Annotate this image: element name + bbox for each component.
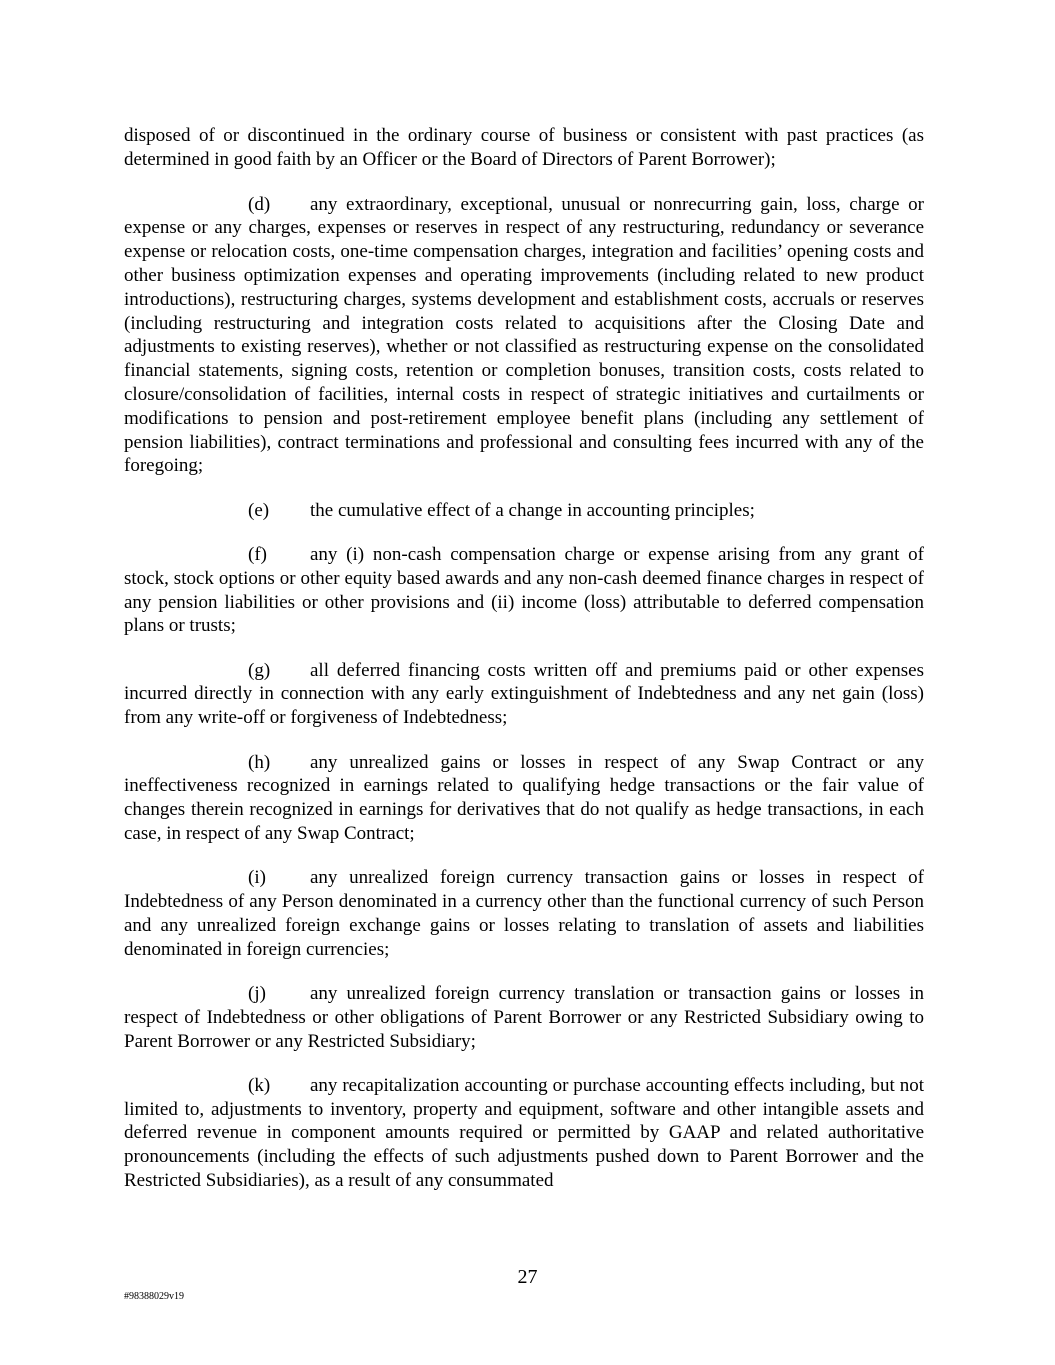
clause-text: all deferred financing costs written off and premiums paid or other expenses incurred directly in connection with any early extinguishment of Indebtedness and any net gain (loss) from any write-off or forgiveness of Indebtedness; [124,659,924,729]
clause-text: any recapitalization accounting or purchase accounting effects including, but not limited to, adjustments to inventory, property and equipment, software and other intangible assets and deferred revenue in component amounts required or permitted by GAAP and related authoritative pronouncements (including the effects of such adjustments pushed down to Parent Borrower and the Restricted Subsidiaries), as a result of any consummated [124,1074,924,1191]
document-body [124,124,924,1213]
clause-e [124,499,924,523]
clause-marker: (d) [248,193,271,215]
document-id: #98388029v19 [124,1291,184,1302]
clause-marker: (e) [248,499,270,521]
clause-i [124,866,924,961]
clause-j [124,982,924,1053]
page-number: 27 [517,1266,538,1288]
clause-text: any (i) non-cash compensation charge or expense arising from any grant of stock, stock options or other equity based awards and any non-cash deemed finance charges in respect of any pension liabilities or other provisions and (ii) income (loss) attributable to deferred compensation plans or trusts; [124,543,924,637]
clause-text: the cumulative effect of a change in accounting principles; [310,499,755,521]
clause-g [124,659,924,730]
clause-marker: (j) [248,982,266,1004]
clause-text: any unrealized foreign currency transaction gains or losses in respect of Indebtedness of any Person denominated in a currency other than the functional currency of such Person and any unrealized foreign exchange gains or losses relating to translation of assets and liabilities denominated in foreign currencies; [124,867,924,960]
opening-paragraph: disposed of or discontinued in the ordinary course of business or consistent with past practices (as determined in good faith by an Officer or the Board of Directors of Parent Borrower); [124,125,924,170]
clause-marker: (f) [248,543,267,565]
clause-marker: (i) [248,867,266,889]
clause-marker: (h) [248,751,271,773]
clause-text: any unrealized foreign currency translation or transaction gains or losses in respect of Indebtedness or other obligations of Parent Borrower or any Restricted Subsidiary owing to Parent Borrower or any Restricted Subsidiary; [124,982,924,1052]
clause-f [124,543,924,638]
clause-text: any unrealized gains or losses in respect of any Swap Contract or any ineffectiveness recognized in earnings related to qualifying hedge transactions or the fair value of changes therein recognized in earnings for derivatives that do not qualify as hedge transactions, in each case, in respect of any Swap Contract; [124,751,924,844]
clause-h [124,751,924,846]
clause-marker: (k) [248,1074,271,1096]
clause-d [124,193,924,479]
clause-text: any extraordinary, exceptional, unusual or nonrecurring gain, loss, charge or expense or any charges, expenses or reserves in respect of any restructuring, redundancy or severance expense or relocation costs, one-time compensation charges, integration and facilities’ opening costs and other business optimization expenses and operating improvements (including related to new product introductions), restructuring charges, systems development and establishment costs, accruals or reserves (including restructuring and integration costs related to acquisitions after the Closing Date and adjustments to existing reserves), whether or not classified as restructuring expense on the consolidated financial statements, signing costs, retention or completion bonuses, transition costs, costs related to closure/consolidation of facilities, internal costs in respect of strategic initiatives and curtailments or modifications to pension and post-retirement employee benefit plans (including any settlement of pension liabilities), contract terminations and professional and consulting fees incurred with any of the foregoing; [124,193,924,477]
clause-k [124,1074,924,1193]
clause-marker: (g) [248,659,271,681]
